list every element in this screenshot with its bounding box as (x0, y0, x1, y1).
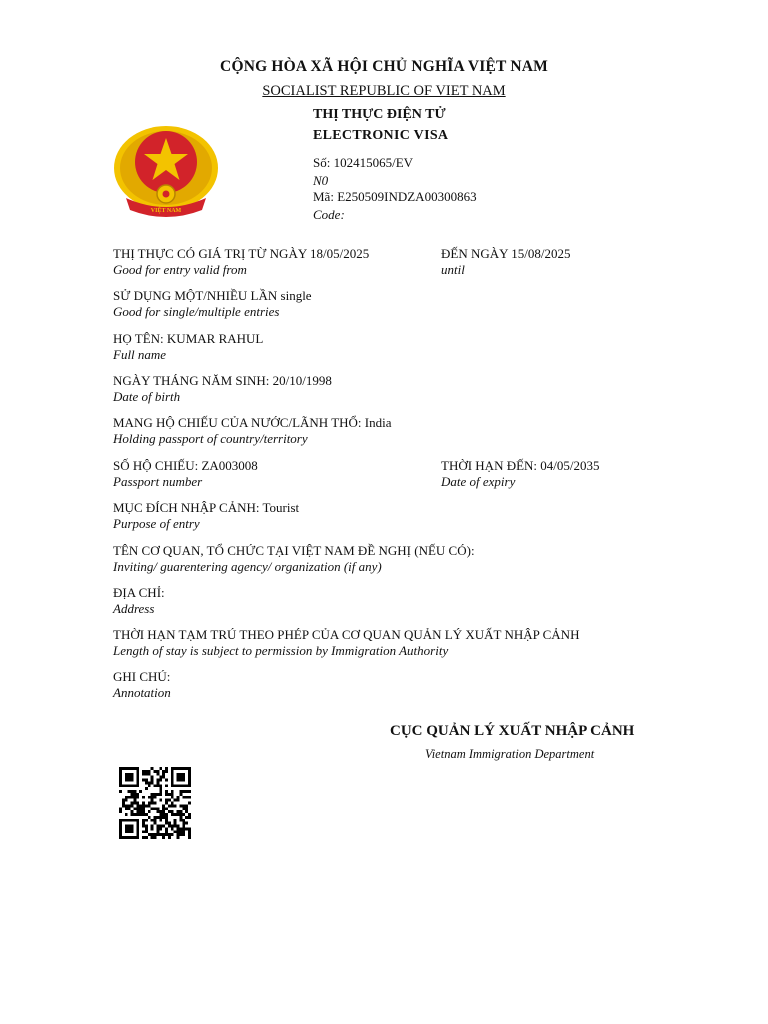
field-full-name-en: Full name (113, 347, 167, 362)
field-entries-en: Good for single/multiple entries (113, 304, 280, 319)
field-agency-en: Inviting/ guarentering agency/ organization (if any) (113, 559, 382, 574)
field-valid-until-vn: ĐẾN NGÀY 15/08/2025 (441, 246, 571, 261)
field-annotation-en: Annotation (113, 685, 171, 700)
visa-title-vn: THỊ THỰC ĐIỆN TỬ (313, 107, 446, 122)
vietnam-national-emblem-icon (112, 124, 220, 220)
field-stay-en: Length of stay is subject to permission by Immigration Authority (113, 643, 449, 658)
field-valid-from (113, 246, 369, 278)
field-entries (113, 288, 312, 320)
visa-code: Mã: E250509INDZA00300863 (313, 189, 477, 204)
field-passport-country-en: Holding passport of country/territory (113, 431, 308, 446)
field-full-name-vn: HỌ TÊN: KUMAR RAHUL (113, 331, 264, 346)
field-passport-number-en: Passport number (113, 474, 203, 489)
field-annotation-vn: GHI CHÚ: (113, 669, 171, 684)
field-expiry-en: Date of expiry (441, 474, 516, 489)
field-agency (113, 543, 475, 575)
visa-number-label-en: N0 (313, 173, 329, 188)
field-dob-vn: NGÀY THÁNG NĂM SINH: 20/10/1998 (113, 373, 332, 388)
country-title-en: SOCIALIST REPUBLIC OF VIET NAM (262, 83, 506, 99)
emblem-ribbon-text: VIỆT NAM (150, 208, 182, 214)
field-passport-country-vn: MANG HỘ CHIẾU CỦA NƯỚC/LÃNH THỔ: India (113, 415, 392, 430)
field-passport-country (113, 415, 392, 447)
field-expiry-vn: THỜI HẠN ĐẾN: 04/05/2035 (441, 458, 600, 473)
country-title-vn: CỘNG HÒA XÃ HỘI CHỦ NGHĨA VIỆT NAM (220, 58, 548, 75)
field-address (113, 585, 165, 617)
qr-code-icon (117, 767, 193, 839)
field-passport-number-vn: SỐ HỘ CHIẾU: ZA003008 (113, 458, 258, 473)
field-expiry (441, 458, 600, 490)
field-purpose-en: Purpose of entry (113, 516, 200, 531)
field-entries-vn: SỬ DỤNG MỘT/NHIỀU LẦN single (113, 288, 312, 303)
visa-code-label-en: Code: (313, 207, 345, 222)
field-dob (113, 373, 332, 405)
visa-number: Số: 102415065/EV (313, 155, 414, 170)
field-valid-from-en: Good for entry valid from (113, 262, 247, 277)
field-stay (113, 627, 579, 659)
immigration-dept-en: Vietnam Immigration Department (425, 747, 595, 761)
field-valid-from-vn: THỊ THỰC CÓ GIÁ TRỊ TỪ NGÀY 18/05/2025 (113, 246, 370, 261)
field-stay-vn: THỜI HẠN TẠM TRÚ THEO PHÉP CỦA CƠ QUAN QUẢN LÝ XUẤT NHẬP CẢNH (113, 627, 580, 642)
field-address-en: Address (113, 601, 155, 616)
field-valid-until (441, 246, 571, 278)
field-purpose-vn: MỤC ĐÍCH NHẬP CẢNH: Tourist (113, 500, 300, 515)
field-full-name (113, 331, 263, 363)
immigration-dept-vn: CỤC QUẢN LÝ XUẤT NHẬP CẢNH (390, 723, 635, 739)
field-valid-until-en: until (441, 262, 465, 277)
field-dob-en: Date of birth (113, 389, 181, 404)
field-passport-number (113, 458, 258, 490)
visa-title-en: ELECTRONIC VISA (313, 128, 449, 143)
field-purpose (113, 500, 299, 532)
field-address-vn: ĐỊA CHỈ: (113, 585, 165, 600)
field-agency-vn: TÊN CƠ QUAN, TỔ CHỨC TẠI VIỆT NAM ĐỀ NGHỊ (NẾU CÓ): (113, 543, 475, 558)
field-annotation (113, 669, 171, 701)
